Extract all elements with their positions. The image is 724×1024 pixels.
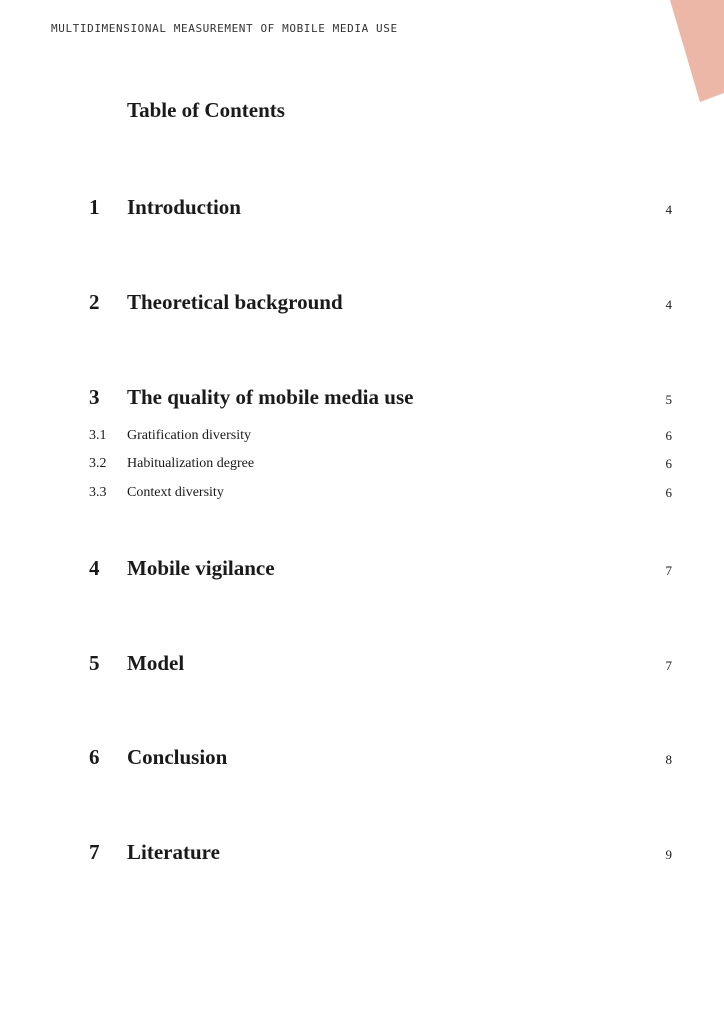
chapter-page-number: 7 [665, 563, 672, 578]
chapter-page-number: 4 [665, 202, 672, 217]
section-number: 3.2 [89, 456, 107, 471]
chapter-title[interactable]: Model [127, 651, 185, 675]
toc-chapter-entry[interactable] [0, 288, 724, 316]
chapter-title[interactable]: Mobile vigilance [127, 556, 275, 580]
toc-chapter-entry[interactable] [0, 554, 724, 582]
section-page-number: 6 [665, 485, 672, 500]
chapter-title[interactable]: Conclusion [127, 745, 228, 769]
toc-chapter-entry[interactable] [0, 383, 724, 411]
toc-chapter-entry[interactable] [0, 193, 724, 221]
chapter-number: 1 [89, 195, 100, 219]
chapter-number: 5 [89, 651, 100, 675]
toc-title: Table of Contents [127, 98, 285, 122]
toc-chapter-entry[interactable] [0, 838, 724, 866]
section-title[interactable]: Gratification diversity [127, 428, 252, 443]
chapter-number: 2 [89, 290, 100, 314]
chapter-title[interactable]: Literature [127, 840, 220, 864]
running-header: MULTIDIMENSIONAL MEASUREMENT OF MOBILE MEDIA USE [51, 22, 398, 35]
toc-chapter-entry[interactable] [0, 649, 724, 677]
chapter-number: 3 [89, 385, 100, 409]
chapter-page-number: 7 [665, 658, 672, 673]
toc-chapter-entry[interactable] [0, 743, 724, 771]
chapter-title[interactable]: The quality of mobile media use [127, 385, 414, 409]
toc-section-entry[interactable] [0, 427, 724, 445]
toc-section-entry[interactable] [0, 455, 724, 473]
chapter-number: 6 [89, 745, 100, 769]
chapter-page-number: 8 [665, 752, 672, 767]
chapter-page-number: 4 [665, 297, 672, 312]
chapter-number: 4 [89, 556, 100, 580]
section-page-number: 6 [665, 456, 672, 471]
section-title[interactable]: Habitualization degree [127, 456, 255, 471]
chapter-page-number: 5 [665, 392, 672, 407]
chapter-title[interactable]: Introduction [127, 195, 241, 219]
section-page-number: 6 [665, 428, 672, 443]
chapter-title[interactable]: Theoretical background [127, 290, 343, 314]
section-title[interactable]: Context diversity [127, 485, 224, 500]
chapter-number: 7 [89, 840, 100, 864]
corner-accent-shape [664, 0, 724, 105]
section-number: 3.1 [89, 428, 107, 443]
chapter-page-number: 9 [665, 847, 672, 862]
section-number: 3.3 [89, 485, 107, 500]
toc-section-entry[interactable] [0, 484, 724, 502]
